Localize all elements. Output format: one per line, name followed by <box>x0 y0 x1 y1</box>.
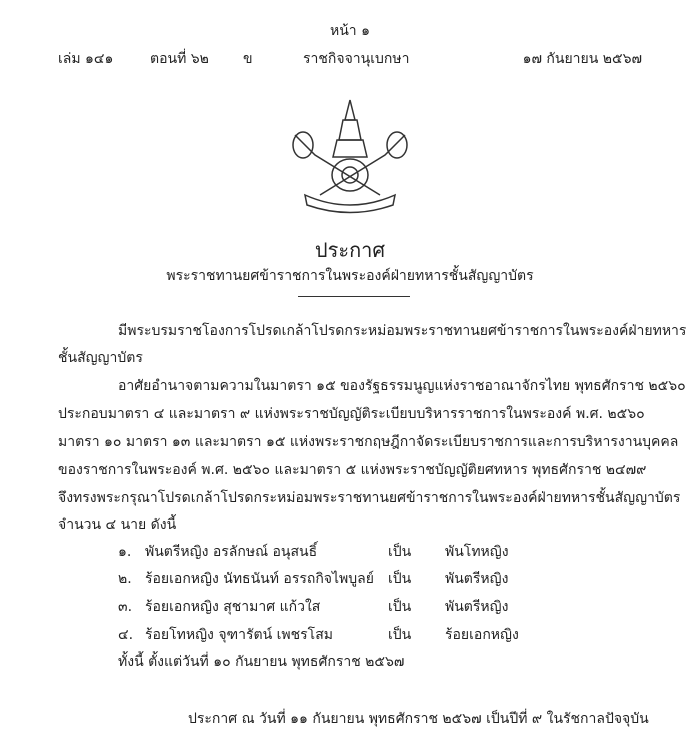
header-date: ๑๗ กันยายน ๒๕๖๗ <box>522 51 642 67</box>
page-number: หน้า ๑ <box>330 23 370 39</box>
appointment-rank: พันโทหญิง <box>445 544 509 560</box>
section: ตอนที่ ๖๒ <box>150 51 209 67</box>
appointment-rank: ร้อยเอกหญิง <box>445 627 519 643</box>
appointment-as: เป็น <box>388 571 412 587</box>
body-line: อาศัยอำนาจตามความในมาตรา ๑๕ ของรัฐธรรมนูญแห่งราชอาณาจักรไทย พุทธศักราช ๒๕๖๐ <box>118 378 686 394</box>
body-line: จำนวน ๔ นาย ดังนี้ <box>58 517 177 533</box>
body-line: มาตรา ๑๐ มาตรา ๑๓ และมาตรา ๑๕ แห่งพระราชกฤษฎีกาจัดระเบียบราชการและการบริหารงานบุคคล <box>58 434 679 450</box>
appointment-no: ๒. <box>118 571 132 587</box>
body-line: ชั้นสัญญาบัตร <box>58 350 143 366</box>
appointment-no: ๑. <box>118 544 132 560</box>
body-line: ประกอบมาตรา ๔ และมาตรา ๙ แห่งพระราชบัญญัติระเบียบบริหารราชการในพระองค์ พ.ศ. ๒๕๖๐ <box>58 406 645 422</box>
appointment-as: เป็น <box>388 544 412 560</box>
appointment-rank: พันตรีหญิง <box>445 599 509 615</box>
appointment-no: ๔. <box>118 627 134 643</box>
appointment-as: เป็น <box>388 599 412 615</box>
appointment-name: พันตรีหญิง อรลักษณ์ อนุสนธิ์ <box>145 544 318 560</box>
appointment-rank: พันตรีหญิง <box>445 571 509 587</box>
document-subtitle: พระราชทานยศข้าราชการในพระองค์ฝ่ายทหารชั้นสัญญาบัตร <box>166 268 534 284</box>
body-line: ของราชการในพระองค์ พ.ศ. ๒๕๖๐ และมาตรา ๕ แห่งพระราชบัญญัติยศทหาร พุทธศักราช ๒๔๗๙ <box>58 462 647 478</box>
section-type: ข <box>243 51 253 67</box>
body-line: จึงทรงพระกรุณาโปรดเกล้าโปรดกระหม่อมพระราชทานยศข้าราชการในพระองค์ฝ่ายทหารชั้นสัญญาบัตร <box>58 490 681 506</box>
royal-emblem-icon <box>285 95 415 215</box>
document-title: ประกาศ <box>314 238 386 262</box>
volume: เล่ม ๑๔๑ <box>58 51 114 67</box>
appointment-name: ร้อยโทหญิง จุฑารัตน์ เพชรโสม <box>145 627 333 643</box>
appointment-name: ร้อยเอกหญิง สุชามาศ แก้วใส <box>145 599 321 615</box>
title-divider <box>298 296 410 297</box>
body-line: มีพระบรมราชโองการโปรดเกล้าโปรดกระหม่อมพระราชทานยศข้าราชการในพระองค์ฝ่ายทหาร <box>118 323 687 339</box>
gazette-name: ราชกิจจานุเบกษา <box>303 51 410 67</box>
appointment-as: เป็น <box>388 627 412 643</box>
announcement-date: ประกาศ ณ วันที่ ๑๑ กันยายน พุทธศักราช ๒๕๖๗ เป็นปีที่ ๙ ในรัชกาลปัจจุบัน <box>188 711 649 727</box>
appointment-name: ร้อยเอกหญิง นัทธนันท์ อรรถกิจไพบูลย์ <box>145 571 374 587</box>
appointment-no: ๓. <box>118 599 133 615</box>
effective-date: ทั้งนี้ ตั้งแต่วันที่ ๑๐ กันยายน พุทธศักราช ๒๕๖๗ <box>118 654 405 670</box>
